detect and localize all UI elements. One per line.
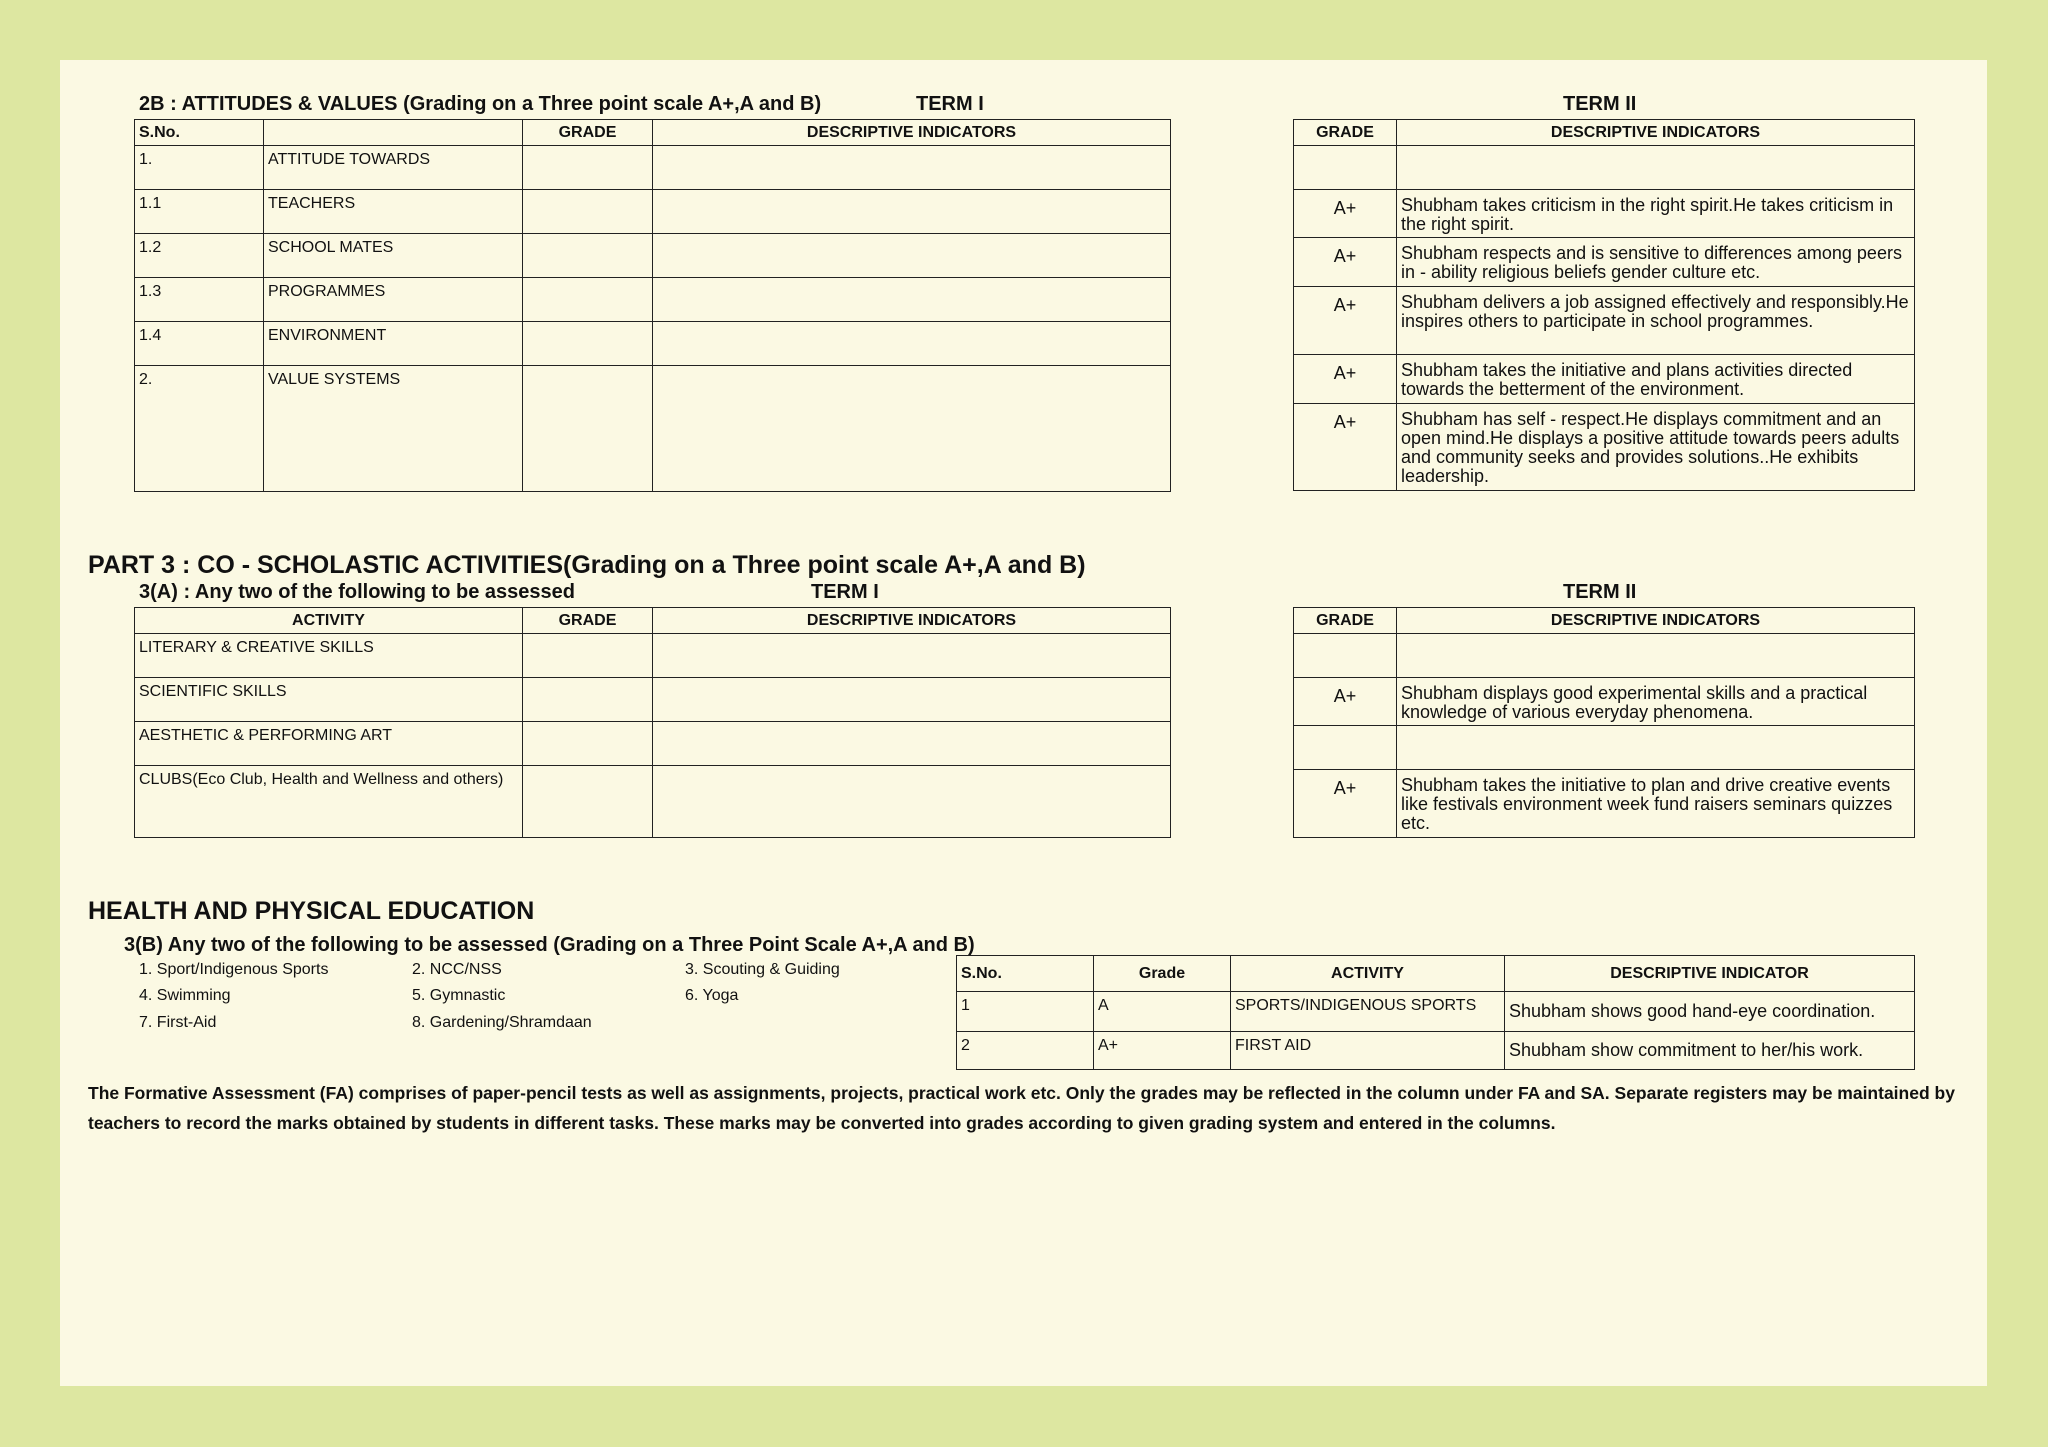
attitudes-term1-table: [134, 119, 1171, 492]
row-sno: 1.: [135, 146, 264, 190]
col-header-desc: DESCRIPTIVE INDICATORS: [653, 608, 1171, 634]
grade-cell: [523, 722, 653, 766]
col-header-desc: DESCRIPTIVE INDICATORS: [1397, 608, 1915, 634]
grade-cell: A+: [1294, 238, 1397, 287]
grade-cell: [523, 766, 653, 838]
table-row: [135, 722, 1171, 766]
coscholastic-term2-table: [1293, 607, 1915, 838]
activity-cell: LITERARY & CREATIVE SKILLS: [135, 634, 523, 678]
attitudes-term2-label: TERM II: [1563, 93, 1637, 115]
col-header-blank: [264, 120, 523, 146]
table-row: [135, 766, 1171, 838]
attitudes-title: 2B : ATTITUDES & VALUES (Grading on a Three point scale A+,A and B): [139, 93, 822, 115]
desc-cell: Shubham takes the initiative to plan and drive creative events like festivals environment week fund raisers seminars quizzes etc.: [1397, 770, 1915, 838]
activity-cell: FIRST AID: [1231, 1032, 1505, 1070]
row-name: SCHOOL MATES: [264, 234, 523, 278]
table-row: [135, 146, 1171, 190]
col-header-sno: S.No.: [135, 120, 264, 146]
grade-cell: A+: [1294, 770, 1397, 838]
desc-cell: [653, 678, 1171, 722]
table-row: [135, 190, 1171, 234]
report-card-page: [60, 60, 1987, 1386]
activity-cell: SCIENTIFIC SKILLS: [135, 678, 523, 722]
table-row: [1294, 146, 1915, 190]
row-sno: 1.1: [135, 190, 264, 234]
row-sno: 1.4: [135, 322, 264, 366]
list-item: 7. First-Aid: [139, 1014, 217, 1031]
coscholastic-term2-label: TERM II: [1563, 581, 1637, 603]
desc-cell: [1397, 726, 1915, 770]
attitudes-term2-table: [1293, 119, 1915, 491]
table-row: [1294, 190, 1915, 238]
grade-cell: A: [1094, 992, 1231, 1032]
activity-cell: SPORTS/INDIGENOUS SPORTS: [1231, 992, 1505, 1032]
grade-cell: [1294, 726, 1397, 770]
health-subtitle: 3(B) Any two of the following to be assessed (Grading on a Three Point Scale A+,A and B): [124, 934, 975, 956]
row-name: ENVIRONMENT: [264, 322, 523, 366]
col-header-activity: ACTIVITY: [1231, 956, 1505, 992]
desc-cell: [653, 322, 1171, 366]
table-row: [1294, 770, 1915, 838]
desc-cell: [653, 190, 1171, 234]
col-header-grade: GRADE: [1294, 608, 1397, 634]
col-header-sno: S.No.: [957, 956, 1094, 992]
table-row: [1294, 355, 1915, 404]
desc-cell: Shubham respects and is sensitive to differences among peers in - ability religious beliefs gender culture etc.: [1397, 238, 1915, 287]
row-name: VALUE SYSTEMS: [264, 366, 523, 492]
grade-cell: A+: [1294, 287, 1397, 355]
desc-cell: [653, 766, 1171, 838]
table-row: [135, 322, 1171, 366]
desc-cell: [653, 146, 1171, 190]
row-name: TEACHERS: [264, 190, 523, 234]
col-header-grade: GRADE: [1294, 120, 1397, 146]
attitudes-term1-label: TERM I: [916, 93, 984, 115]
list-item: 4. Swimming: [139, 987, 231, 1004]
grade-cell: [523, 146, 653, 190]
col-header-grade: GRADE: [523, 608, 653, 634]
list-item: 6. Yoga: [685, 987, 739, 1004]
row-name: PROGRAMMES: [264, 278, 523, 322]
desc-cell: Shubham takes criticism in the right spirit.He takes criticism in the right spirit.: [1397, 190, 1915, 238]
coscholastic-title: PART 3 : CO - SCHOLASTIC ACTIVITIES(Grading on a Three point scale A+,A and B): [88, 551, 1086, 579]
table-row: [957, 992, 1915, 1032]
grade-cell: [523, 278, 653, 322]
table-row: [1294, 287, 1915, 355]
col-header-grade: GRADE: [523, 120, 653, 146]
activity-cell: AESTHETIC & PERFORMING ART: [135, 722, 523, 766]
table-row: [135, 278, 1171, 322]
table-row: [135, 678, 1171, 722]
grade-cell: A+: [1294, 404, 1397, 491]
footnote: The Formative Assessment (FA) comprises of paper-pencil tests as well as assignments, projects, practical work etc. Only the grades may be reflected in the column under FA and SA. Separate registers may be maintained by teachers to record the marks obtained by students in different tasks. These marks may be converted into grades according to given grading system and entered in the columns.: [88, 1083, 1955, 1133]
col-header-grade: Grade: [1094, 956, 1231, 992]
desc-cell: [653, 366, 1171, 492]
table-row: [1294, 726, 1915, 770]
grade-cell: [523, 190, 653, 234]
desc-cell: Shubham shows good hand-eye coordination.: [1505, 992, 1915, 1032]
grade-cell: [523, 634, 653, 678]
table-row: [1294, 404, 1915, 491]
list-item: 2. NCC/NSS: [412, 961, 502, 978]
row-sno: 1: [957, 992, 1094, 1032]
desc-cell: Shubham delivers a job assigned effectively and responsibly.He inspires others to participate in school programmes.: [1397, 287, 1915, 355]
row-sno: 2: [957, 1032, 1094, 1070]
desc-cell: [653, 722, 1171, 766]
grade-cell: [1294, 634, 1397, 678]
row-sno: 1.3: [135, 278, 264, 322]
col-header-desc: DESCRIPTIVE INDICATOR: [1505, 956, 1915, 992]
col-header-desc: DESCRIPTIVE INDICATORS: [1397, 120, 1915, 146]
desc-cell: [1397, 146, 1915, 190]
coscholastic-term1-table: [134, 607, 1171, 838]
list-item: 1. Sport/Indigenous Sports: [139, 961, 329, 978]
list-item: 3. Scouting & Guiding: [685, 961, 840, 978]
col-header-activity: ACTIVITY: [135, 608, 523, 634]
activity-cell: CLUBS(Eco Club, Health and Wellness and others): [135, 766, 523, 838]
table-row: [1294, 238, 1915, 287]
health-title: HEALTH AND PHYSICAL EDUCATION: [88, 897, 535, 925]
col-header-desc: DESCRIPTIVE INDICATORS: [653, 120, 1171, 146]
desc-cell: [1397, 634, 1915, 678]
list-item: 5. Gymnastic: [412, 987, 506, 1004]
coscholastic-subtitle: 3(A) : Any two of the following to be assessed: [139, 581, 575, 603]
desc-cell: Shubham displays good experimental skills and a practical knowledge of various everyday phenomena.: [1397, 678, 1915, 726]
row-sno: 2.: [135, 366, 264, 492]
coscholastic-term1-label: TERM I: [811, 581, 879, 603]
grade-cell: A+: [1294, 678, 1397, 726]
table-row: [135, 234, 1171, 278]
grade-cell: A+: [1294, 190, 1397, 238]
table-row: [135, 366, 1171, 492]
row-name: ATTITUDE TOWARDS: [264, 146, 523, 190]
desc-cell: [653, 278, 1171, 322]
grade-cell: [1294, 146, 1397, 190]
grade-cell: [523, 322, 653, 366]
table-row: [1294, 634, 1915, 678]
table-row: [1294, 678, 1915, 726]
grade-cell: [523, 366, 653, 492]
desc-cell: Shubham show commitment to her/his work.: [1505, 1032, 1915, 1070]
row-sno: 1.2: [135, 234, 264, 278]
table-row: [135, 634, 1171, 678]
list-item: 8. Gardening/Shramdaan: [412, 1014, 592, 1031]
desc-cell: [653, 634, 1171, 678]
health-table: [956, 955, 1915, 1070]
grade-cell: A+: [1094, 1032, 1231, 1070]
grade-cell: [523, 678, 653, 722]
desc-cell: [653, 234, 1171, 278]
grade-cell: A+: [1294, 355, 1397, 404]
table-row: [957, 1032, 1915, 1070]
desc-cell: Shubham takes the initiative and plans activities directed towards the betterment of the environment.: [1397, 355, 1915, 404]
grade-cell: [523, 234, 653, 278]
desc-cell: Shubham has self - respect.He displays commitment and an open mind.He displays a positive attitude towards peers adults and community seeks and provides solutions..He exhibits leadership.: [1397, 404, 1915, 491]
